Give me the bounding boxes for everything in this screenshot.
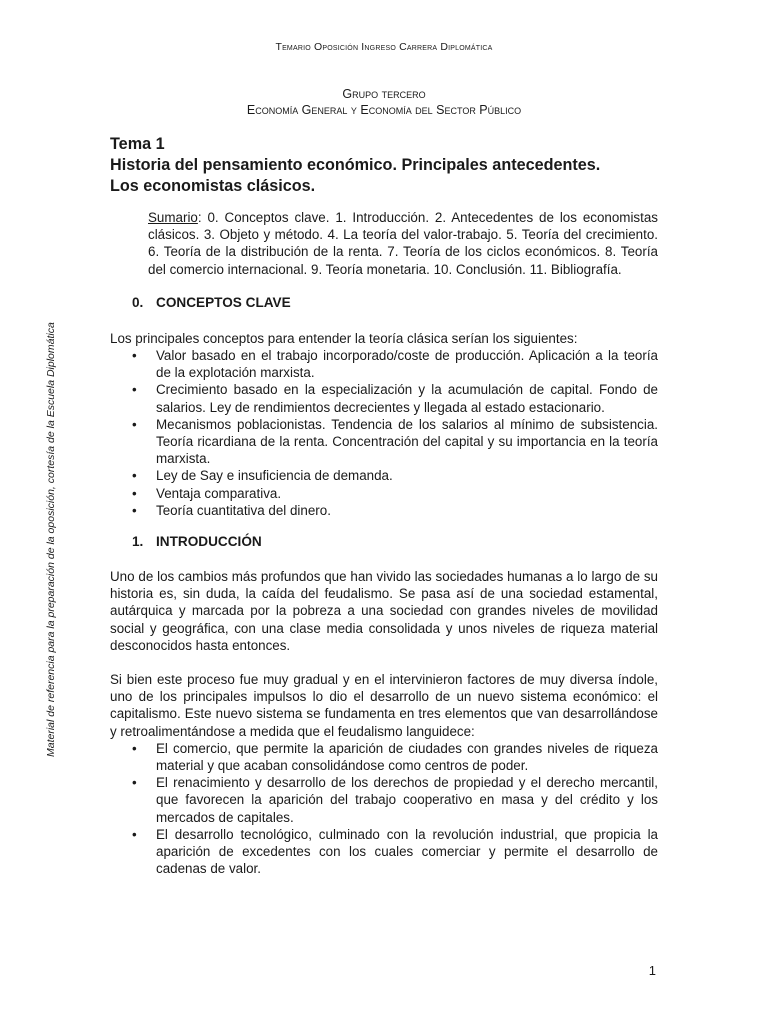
summary xyxy=(148,209,658,278)
bullet-icon: • xyxy=(132,416,137,432)
section-number: 1. xyxy=(132,534,144,550)
side-margin-note: Material de referencia para la preparación de la oposición, cortesía de la Escuela Diplomática xyxy=(45,322,57,757)
section-title: CONCEPTOS CLAVE xyxy=(156,294,291,310)
paragraph: Uno de los cambios más profundos que han vivido las sociedades humanas a lo largo de su historia es, sin duda, la caída del feudalismo. Se pasa así de una sociedad estamental, autárquica y marcada por la pobreza a una sociedad con grandes niveles de movilidad social y geográfica, con una clase media consolidada y unos niveles de riqueza material desconocidos hasta entonces. xyxy=(110,569,658,653)
topic-title xyxy=(110,134,658,197)
topic-title-line: Historia del pensamiento económico. Principales antecedentes. xyxy=(110,156,601,174)
running-header: Temario Oposición Ingreso Carrera Diplomática xyxy=(275,41,493,53)
list-item: • Valor basado en el trabajo incorporado/coste de producción. Aplicación a la teoría de la explotación marxista. xyxy=(132,348,658,381)
list-item: • El comercio, que permite la aparición de ciudades con grandes niveles de riqueza material y que acaban consolidándose como centros de poder. xyxy=(132,740,658,774)
list-item: • Crecimiento basado en la especialización y la acumulación de capital. Fondo de salarios. Ley de rendimientos decrecientes y llegada al estado estacionario. xyxy=(132,382,658,415)
page-number: 1 xyxy=(648,963,656,978)
bullet-list xyxy=(110,347,658,519)
group-heading xyxy=(0,86,768,118)
group-title: Grupo tercero xyxy=(342,87,426,101)
topic-number: Tema 1 xyxy=(110,135,165,153)
section-title: INTRODUCCIÓN xyxy=(156,534,262,550)
summary-label: Sumario xyxy=(148,210,198,225)
section-number: 0. xyxy=(132,294,144,310)
list-item: • El desarrollo tecnológico, culminado con la revolución industrial, que propicia la aparición de excedentes con los cuales comerciar y permite el desarrollo de cadenas de valor. xyxy=(132,826,658,877)
bullet-icon: • xyxy=(132,775,137,791)
main-content xyxy=(110,134,658,878)
list-item: • Teoría cuantitativa del dinero. xyxy=(132,502,331,518)
bullet-icon: • xyxy=(132,502,137,518)
section-heading xyxy=(110,533,658,551)
bullet-icon: • xyxy=(132,826,137,842)
bullet-icon: • xyxy=(132,348,137,364)
paragraph: Los principales conceptos para entender la teoría clásica serían los siguientes: xyxy=(110,330,578,346)
summary-text: : 0. Conceptos clave. 1. Introducción. 2. Antecedentes de los economistas clásicos. 3. Objeto y método. 4. La teoría del valor-trabajo. 5. Teoría del crecimiento. 6. Teoría de la distribución de la renta. 7. Teoría de los ciclos económicos. 8. Teoría del comercio internacional. 9. Teoría monetaria. 10. Conclusión. 11. Bibliografía. xyxy=(148,210,658,277)
paragraph: Si bien este proceso fue muy gradual y en el intervinieron factores de muy diversa índole, uno de los principales impulsos lo dio el desarrollo de un nuevo sistema económico: el capitalismo. Este nuevo sistema se fundamenta en tres elementos que van desarrollándose y retroalimentándose a medida que el feudalismo languidece: xyxy=(110,672,658,739)
list-item: • Ventaja comparativa. xyxy=(132,485,282,501)
topic-title-line: Los economistas clásicos. xyxy=(110,177,316,195)
bullet-icon: • xyxy=(132,485,137,501)
list-item: • Ley de Say e insuficiencia de demanda. xyxy=(132,468,393,484)
bullet-icon: • xyxy=(132,382,137,398)
list-item: • El renacimiento y desarrollo de los derechos de propiedad y el derecho mercantil, que favorecen la aparición del trabajo cooperativo en masa y del crédito y los mercados de capitales. xyxy=(132,775,658,825)
list-item: • Mecanismos poblacionistas. Tendencia de los salarios al mínimo de subsistencia. Teoría ricardiana de la renta. Concentración del capital y su importancia en la teoría marxista. xyxy=(132,416,658,467)
bullet-list xyxy=(110,740,658,878)
bullet-icon: • xyxy=(132,468,137,484)
group-subtitle: Economía General y Economía del Sector Público xyxy=(246,103,522,117)
section-heading xyxy=(110,294,658,312)
bullet-icon: • xyxy=(132,740,137,756)
